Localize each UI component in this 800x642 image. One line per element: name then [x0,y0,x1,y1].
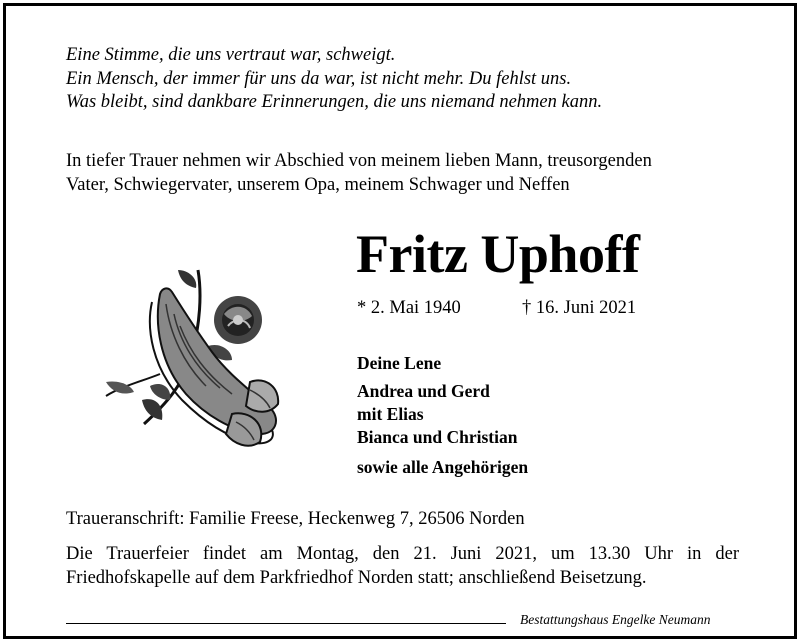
family-grandchild: mit Elias [357,404,424,424]
birth-date: * 2. Mai 1940 [357,298,461,318]
family-couple-2: Bianca und Christian [357,427,518,447]
death-date: † 16. Juni 2021 [522,298,637,318]
poem [66,44,602,115]
poem-line: Eine Stimme, die uns vertraut war, schweigt. [66,45,396,65]
family-relatives: sowie alle Angehörigen [357,457,529,477]
intro-line: In tiefer Trauer nehmen wir Abschied von meinem lieben Mann, treusorgenden [66,151,652,171]
poem-line: Was bleibt, sind dankbare Erinnerungen, die uns niemand nehmen kann. [66,92,603,112]
funeral-home: Bestattungshaus Engelke Neumann [520,612,711,627]
family-wife: Deine Lene [357,353,442,373]
family-couple-1: Andrea und Gerd [357,381,490,401]
footer-divider [66,623,506,624]
mourning-address: Traueranschrift: Familie Freese, Heckenweg 7, 26506 Norden [66,509,525,529]
deceased-name: Fritz Uphoff [356,224,640,284]
poem-line: Ein Mensch, der immer für uns da war, ist nicht mehr. Du fehlst uns. [66,68,572,89]
praying-hands-with-rose-icon [100,264,282,452]
intro-text [66,149,652,197]
ceremony-info: Die Trauerfeier findet am Montag, den 21. Juni 2021, um 13.30 Uhr in der Friedhofskapelle auf dem Parkfriedhof Norden statt; anschließend Beisetzung. [66,544,739,588]
intro-line: Vater, Schwiegervater, unserem Opa, meinem Schwager und Neffen [66,175,570,195]
